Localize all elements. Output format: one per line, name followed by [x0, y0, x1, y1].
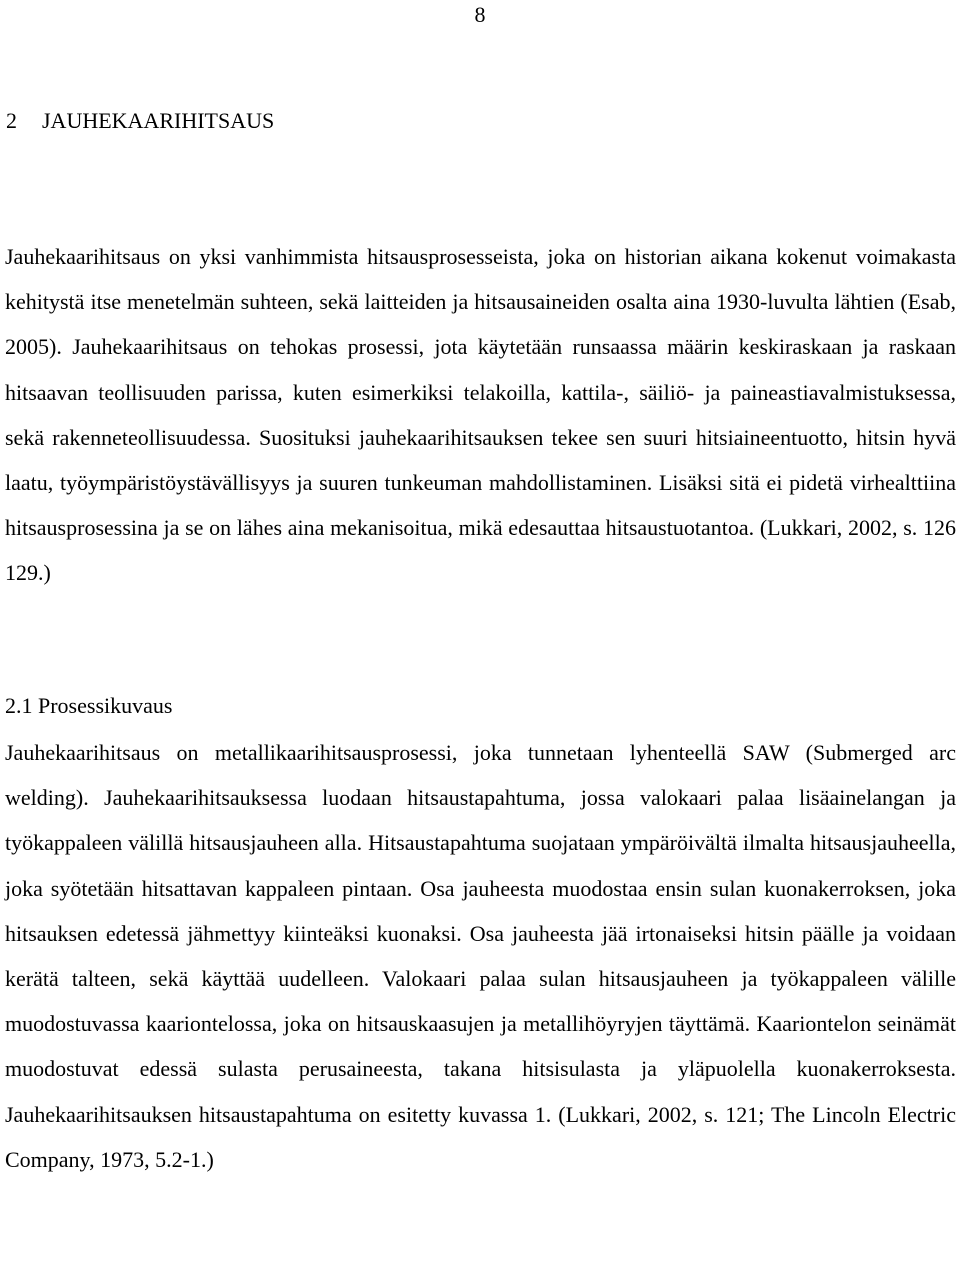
page-number: 8	[474, 2, 486, 27]
process-description-paragraph: Jauhekaarihitsaus on metallikaarihitsausprosessi, joka tunnetaan lyhenteellä SAW (Submerged arc welding). Jauhekaarihitsauksessa luodaan hitsaustapahtuma, jossa valokaari palaa lisäainelangan ja työkappaleen välillä hitsausjauheen alla. Hitsaustapahtuma suojataan ympäröivältä ilmalta hitsausjauheella, joka syötetään hitsattavan kappaleen pintaan. Osa jauheesta muodostaa ensin sulan kuonakerroksen, joka hitsauksen edetessä jähmettyy kiinteäksi kuonaksi. Osa jauheesta jää irtonaiseksi hitsin päälle ja voidaan kerätä talteen, sekä käyttää uudelleen. Valokaari palaa sulan hitsausjauheen ja työkappaleen välille muodostuvassa kaariontelossa, joka on hitsauskaasujen ja metallihöyryjen täyttämä. Kaariontelon seinämät muodostuvat edessä sulasta perusaineesta, takana hitsisulasta ja yläpuolella kuonakerroksesta. Jauhekaarihitsauksen hitsaustapahtuma on esitetty kuvassa 1. (Lukkari, 2002, s. 121; The Lincoln Electric Company, 1973, 5.2-1.)	[5, 740, 956, 1172]
section-heading: 2.1 Prosessikuvaus	[5, 693, 173, 718]
intro-paragraph: Jauhekaarihitsaus on yksi vanhimmista hitsausprosesseista, joka on historian aikana kokenut voimakasta kehitystä itse menetelmän suhteen, sekä laitteiden ja hitsausaineiden osalta aina 1930-luvulta lähtien (Esab, 2005). Jauhekaarihitsaus on tehokas prosessi, jota käytetään runsaassa määrin keskiraskaan ja raskaan hitsaavan teollisuuden parissa, kuten esimerkiksi telakoilla, kattila-, säiliö- ja paineastiavalmistuksessa, sekä rakenneteollisuudessa. Suosituksi jauhekaarihitsauksen tekee sen suuri hitsiaineentuotto, hitsin hyvä laatu, työympäristöystävällisyys ja suuren tunkeuman mahdollistaminen. Lisäksi sitä ei pidetä virhealttiina hitsausprosessina ja se on lähes aina mekanisoitua, mikä edesauttaa hitsaustuotantoa. (Lukkari, 2002, s. 126 129.)	[5, 244, 956, 586]
chapter-heading	[6, 106, 274, 136]
chapter-number: 2	[6, 108, 17, 133]
chapter-title: JAUHEKAARIHITSAUS	[42, 108, 275, 133]
